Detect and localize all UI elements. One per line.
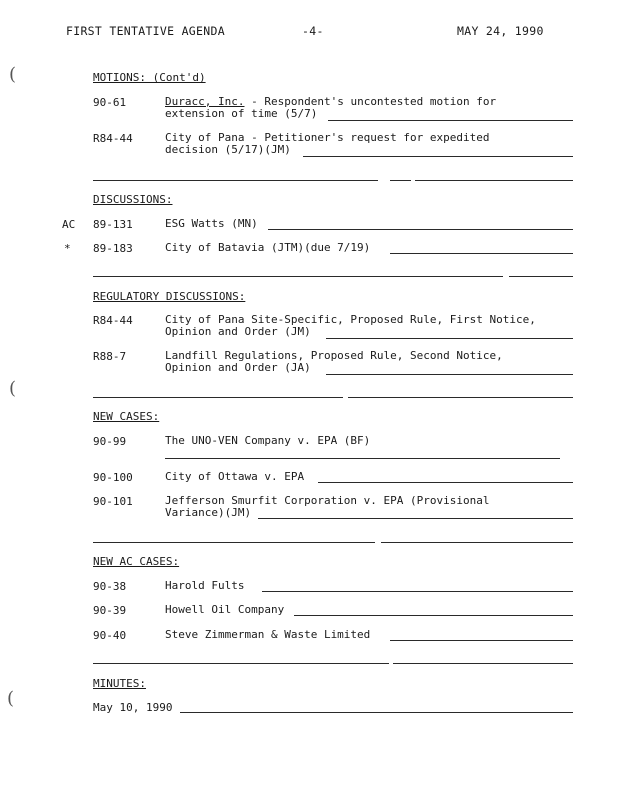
minutes-date: May 10, 1990 [93,701,173,714]
item-number: 89-183 [93,242,133,255]
item-title: Howell Oil Company [165,603,285,616]
item-number: 89-131 [93,218,133,231]
fill-line [390,640,573,641]
item-number: R84-44 [93,314,133,327]
fill-line [318,482,573,483]
item-title: Harold Fults [165,579,245,592]
section-heading-minutes: MINUTES: [93,677,146,690]
item-title-cont: Opinion and Order (JM) [165,325,311,338]
item-title-cont: extension of time (5/7) [165,107,318,120]
section-heading-discussions: DISCUSSIONS: [93,193,173,206]
item-title-cont: Variance)(JM) [165,506,252,519]
section-heading-new-cases: NEW CASES: [93,410,160,423]
fill-line [294,615,573,616]
item-title: Landfill Regulations, Proposed Rule, Second Notice, [165,349,503,362]
item-number: R84-44 [93,132,133,145]
item-number: 90-39 [93,604,127,617]
fill-line [326,338,573,339]
item-title: Jefferson Smurfit Corporation v. EPA (Provisional [165,494,490,507]
section-divider [93,542,573,543]
section-divider [93,276,573,277]
punch-hole-mark: ( [9,378,17,399]
fill-line [258,518,573,519]
item-title-cont: Opinion and Order (JA) [165,361,311,374]
item-title: City of Batavia (JTM)(due 7/19) [165,241,371,254]
item-title-cont: decision (5/17)(JM) [165,143,291,156]
section-divider [93,663,573,664]
fill-line [326,374,573,375]
party-name: Duracc, Inc. [165,95,245,108]
section-heading-motions: MOTIONS: (Cont'd) [93,71,206,84]
section-divider [93,397,573,398]
item-marker: AC [62,218,76,231]
item-number: 90-38 [93,580,127,593]
item-number: 90-61 [93,96,127,109]
punch-hole-mark: ( [7,688,15,709]
item-title: Steve Zimmerman & Waste Limited [165,628,371,641]
item-title: The UNO-VEN Company v. EPA (BF) [165,434,371,447]
item-number: 90-100 [93,471,133,484]
fill-line [303,156,573,157]
fill-line [268,229,573,230]
item-marker: * [64,242,71,255]
fill-line [390,253,573,254]
item-number: 90-101 [93,495,133,508]
header-title: FIRST TENTATIVE AGENDA [66,24,225,38]
fill-line [180,712,573,713]
item-description: - Respondent's uncontested motion for [244,95,497,108]
item-title: City of Ottawa v. EPA [165,470,305,483]
item-title: City of Pana - Petitioner's request for expedited [165,131,490,144]
section-heading-regulatory: REGULATORY DISCUSSIONS: [93,290,246,303]
fill-line [262,591,573,592]
header-date: MAY 24, 1990 [457,24,544,38]
item-number: 90-99 [93,435,127,448]
item-title: ESG Watts (MN) [165,217,258,230]
section-heading-new-ac-cases: NEW AC CASES: [93,555,180,568]
item-title: City of Pana Site-Specific, Proposed Rule, First Notice, [165,313,536,326]
page-number: -4- [302,24,324,38]
section-divider [93,180,573,181]
fill-line [165,458,560,459]
item-number: 90-40 [93,629,127,642]
fill-line [328,120,573,121]
punch-hole-mark: ( [9,64,17,85]
item-number: R88-7 [93,350,127,363]
